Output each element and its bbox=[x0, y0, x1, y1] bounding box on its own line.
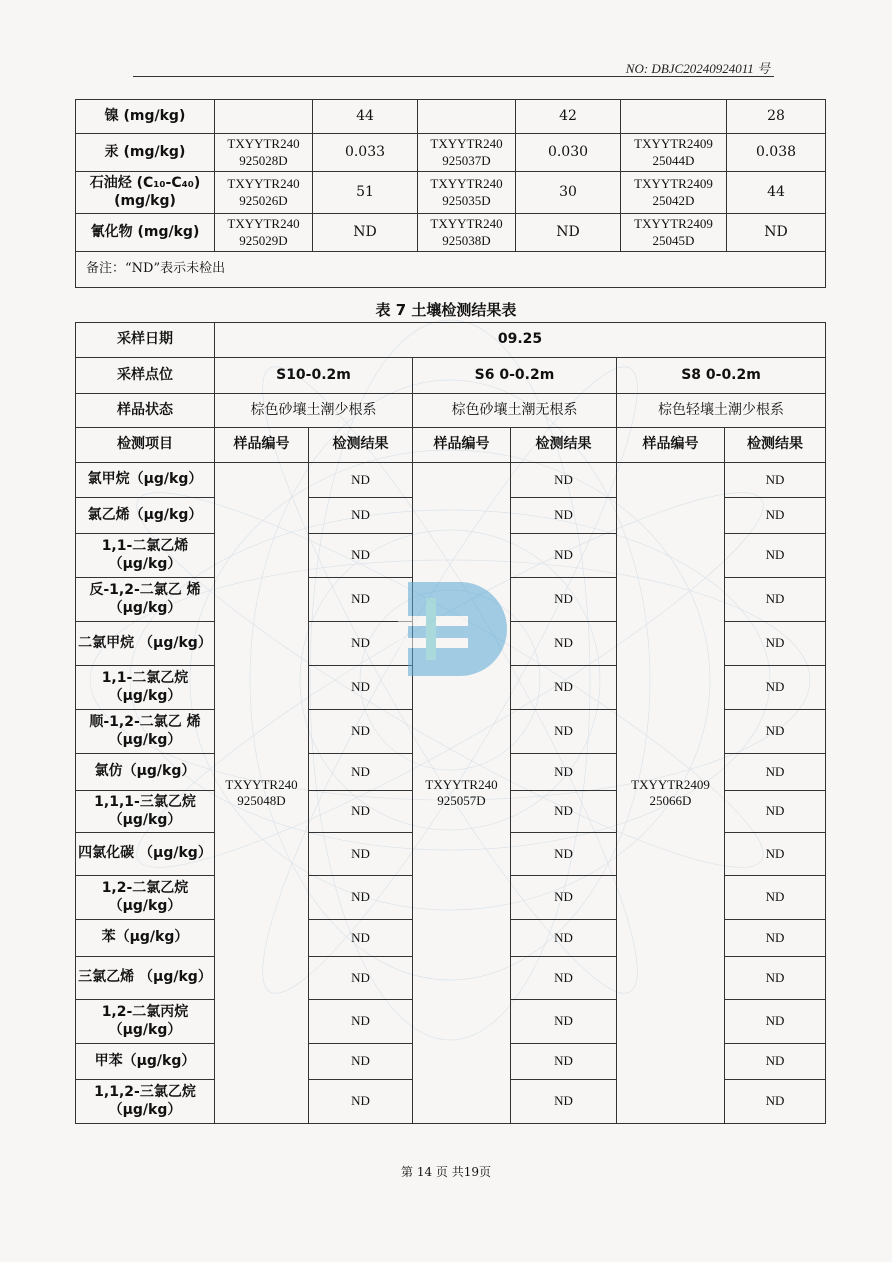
result-value: 28 bbox=[727, 100, 826, 134]
sampling-point: S8 0-0.2m bbox=[617, 358, 826, 394]
table-row bbox=[76, 214, 826, 252]
table-note: 备注：“ND”表示未检出 bbox=[76, 252, 826, 288]
sample-no-header: 样品编号 bbox=[215, 428, 309, 463]
result-value: ND bbox=[511, 1080, 617, 1124]
sample-state-label: 样品状态 bbox=[76, 394, 215, 428]
test-item-header: 检测项目 bbox=[76, 428, 215, 463]
test-item-name: 氯甲烷（μg/kg） bbox=[76, 463, 215, 498]
sample-no-header: 样品编号 bbox=[617, 428, 725, 463]
test-item-name: 1,1,2-三氯乙烷 （μg/kg） bbox=[76, 1080, 215, 1124]
table-row bbox=[76, 394, 826, 428]
test-item-name: 四氯化碳 （μg/kg） bbox=[76, 833, 215, 876]
result-value: ND bbox=[511, 754, 617, 791]
header-rule bbox=[133, 76, 774, 77]
sample-id bbox=[418, 100, 516, 134]
sample-id bbox=[621, 100, 727, 134]
page-footer: 第 14 页 共19页 bbox=[401, 1165, 491, 1179]
company-logo-watermark bbox=[398, 576, 508, 682]
result-value: ND bbox=[511, 1000, 617, 1044]
result-header: 检测结果 bbox=[511, 428, 617, 463]
sample-id: TXYYTR2409 25066D bbox=[617, 463, 725, 1124]
result-value: 51 bbox=[313, 172, 418, 214]
test-item-name: 氯乙烯（μg/kg） bbox=[76, 498, 215, 534]
result-value: ND bbox=[725, 666, 826, 710]
test-item-name: 反-1,2-二氯乙 烯（μg/kg） bbox=[76, 578, 215, 622]
result-value: ND bbox=[309, 957, 413, 1000]
result-value: ND bbox=[725, 920, 826, 957]
result-value: 42 bbox=[516, 100, 621, 134]
soil-results-table-7 bbox=[75, 322, 826, 1124]
sample-id: TXYYTR240 925026D bbox=[215, 172, 313, 214]
test-item-name: 三氯乙烯 （μg/kg） bbox=[76, 957, 215, 1000]
result-value: ND bbox=[511, 534, 617, 578]
sample-id: TXYYTR240 925035D bbox=[418, 172, 516, 214]
sample-id: TXYYTR240 925037D bbox=[418, 134, 516, 172]
result-value: ND bbox=[511, 833, 617, 876]
result-value: ND bbox=[727, 214, 826, 252]
sample-state: 棕色砂壤土潮无根系 bbox=[413, 394, 617, 428]
result-value: ND bbox=[309, 710, 413, 754]
table-row bbox=[76, 358, 826, 394]
table-header-row bbox=[76, 428, 826, 463]
table-note-row bbox=[76, 252, 826, 288]
result-value: ND bbox=[511, 498, 617, 534]
result-value: ND bbox=[309, 622, 413, 666]
result-value: ND bbox=[725, 791, 826, 833]
result-value: ND bbox=[511, 920, 617, 957]
result-value: ND bbox=[511, 1044, 617, 1080]
result-value: ND bbox=[309, 498, 413, 534]
result-value: ND bbox=[511, 791, 617, 833]
result-value: ND bbox=[511, 710, 617, 754]
result-value: ND bbox=[309, 578, 413, 622]
table-row bbox=[76, 172, 826, 214]
result-value: ND bbox=[725, 1080, 826, 1124]
result-value: ND bbox=[511, 622, 617, 666]
sample-state: 棕色轻壤土潮少根系 bbox=[617, 394, 826, 428]
result-value: ND bbox=[511, 876, 617, 920]
sampling-date: 09.25 bbox=[215, 323, 826, 358]
result-value: ND bbox=[725, 1000, 826, 1044]
sample-id: TXYYTR240 925028D bbox=[215, 134, 313, 172]
test-item-name: 氯仿（μg/kg） bbox=[76, 754, 215, 791]
table-row bbox=[76, 463, 826, 498]
sample-id: TXYYTR240 925057D bbox=[413, 463, 511, 1124]
sample-id bbox=[215, 100, 313, 134]
result-value: 0.033 bbox=[313, 134, 418, 172]
test-item-name: 甲苯（μg/kg） bbox=[76, 1044, 215, 1080]
sample-id: TXYYTR2409 25042D bbox=[621, 172, 727, 214]
result-value: ND bbox=[313, 214, 418, 252]
result-value: ND bbox=[725, 1044, 826, 1080]
result-value: ND bbox=[725, 534, 826, 578]
test-item-name: 顺-1,2-二氯乙 烯（μg/kg） bbox=[76, 710, 215, 754]
result-value: 44 bbox=[313, 100, 418, 134]
result-value: ND bbox=[725, 498, 826, 534]
item-name: 氰化物 (mg/kg) bbox=[76, 214, 215, 252]
result-header: 检测结果 bbox=[309, 428, 413, 463]
result-value: ND bbox=[309, 791, 413, 833]
result-value: 0.038 bbox=[727, 134, 826, 172]
sample-id: TXYYTR240 925048D bbox=[215, 463, 309, 1124]
report-number: NO: DBJC20240924011 号 bbox=[625, 61, 770, 76]
test-item-name: 1,2-二氯乙烷 （μg/kg） bbox=[76, 876, 215, 920]
sample-id: TXYYTR2409 25045D bbox=[621, 214, 727, 252]
test-item-name: 1,2-二氯丙烷 （μg/kg） bbox=[76, 1000, 215, 1044]
sample-id: TXYYTR240 925038D bbox=[418, 214, 516, 252]
result-value: ND bbox=[725, 578, 826, 622]
result-value: ND bbox=[511, 463, 617, 498]
result-value: ND bbox=[309, 1044, 413, 1080]
result-value: ND bbox=[725, 833, 826, 876]
sampling-date-label: 采样日期 bbox=[76, 323, 215, 358]
result-value: ND bbox=[309, 754, 413, 791]
sample-id: TXYYTR2409 25044D bbox=[621, 134, 727, 172]
result-value: ND bbox=[511, 578, 617, 622]
sample-id: TXYYTR240 925029D bbox=[215, 214, 313, 252]
result-value: 0.030 bbox=[516, 134, 621, 172]
result-value: 30 bbox=[516, 172, 621, 214]
result-value: ND bbox=[309, 1080, 413, 1124]
result-value: ND bbox=[725, 754, 826, 791]
result-value: ND bbox=[725, 622, 826, 666]
result-value: ND bbox=[725, 463, 826, 498]
result-value: ND bbox=[309, 1000, 413, 1044]
result-value: ND bbox=[309, 876, 413, 920]
test-item-name: 二氯甲烷 （μg/kg） bbox=[76, 622, 215, 666]
test-item-name: 1,1,1-三氯乙烷 （μg/kg） bbox=[76, 791, 215, 833]
item-name: 石油烃 (C₁₀-C₄₀) (mg/kg) bbox=[76, 172, 215, 214]
table-7-title: 表 7 土壤检测结果表 bbox=[375, 301, 517, 319]
result-value: ND bbox=[725, 710, 826, 754]
result-value: ND bbox=[309, 833, 413, 876]
table-row bbox=[76, 100, 826, 134]
table-row bbox=[76, 323, 826, 358]
result-value: ND bbox=[309, 666, 413, 710]
sample-no-header: 样品编号 bbox=[413, 428, 511, 463]
result-value: 44 bbox=[727, 172, 826, 214]
sampling-point-label: 采样点位 bbox=[76, 358, 215, 394]
item-name: 汞 (mg/kg) bbox=[76, 134, 215, 172]
sampling-point: S6 0-0.2m bbox=[413, 358, 617, 394]
result-value: ND bbox=[309, 463, 413, 498]
result-value: ND bbox=[309, 920, 413, 957]
table-row bbox=[76, 134, 826, 172]
item-name: 镍 (mg/kg) bbox=[76, 100, 215, 134]
result-value: ND bbox=[511, 666, 617, 710]
test-item-name: 苯（μg/kg） bbox=[76, 920, 215, 957]
result-value: ND bbox=[516, 214, 621, 252]
result-value: ND bbox=[725, 957, 826, 1000]
test-item-name: 1,1-二氯乙烯 （μg/kg） bbox=[76, 534, 215, 578]
result-value: ND bbox=[725, 876, 826, 920]
result-value: ND bbox=[511, 957, 617, 1000]
sample-state: 棕色砂壤土潮少根系 bbox=[215, 394, 413, 428]
result-value: ND bbox=[309, 534, 413, 578]
result-header: 检测结果 bbox=[725, 428, 826, 463]
test-item-name: 1,1-二氯乙烷 （μg/kg） bbox=[76, 666, 215, 710]
results-table-continued bbox=[75, 99, 826, 288]
sampling-point: S10-0.2m bbox=[215, 358, 413, 394]
